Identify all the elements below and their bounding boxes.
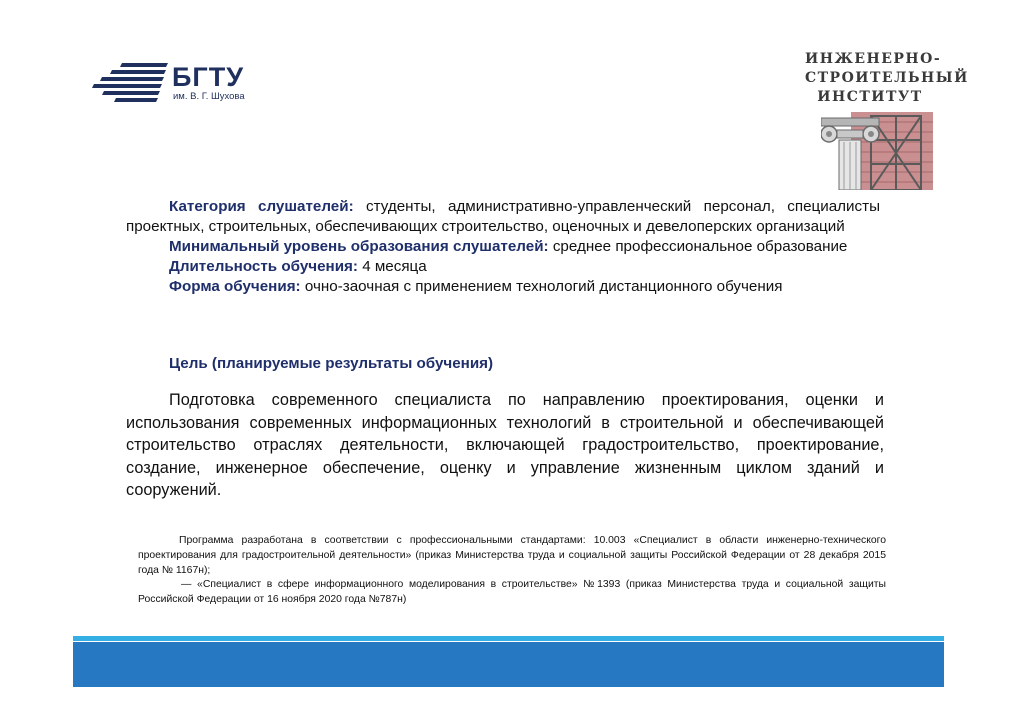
education-value: среднее профессиональное образование bbox=[548, 238, 848, 255]
footer-band bbox=[73, 642, 944, 687]
duration-paragraph bbox=[126, 257, 880, 277]
education-label: Минимальный уровень образования слушателей: bbox=[169, 238, 549, 255]
bgtu-logo bbox=[92, 60, 262, 108]
duration-label: Длительность обучения: bbox=[169, 258, 358, 275]
category-paragraph bbox=[126, 197, 880, 237]
bgtu-logo-icon bbox=[92, 60, 170, 108]
footnote bbox=[138, 534, 886, 608]
goal-title: Цель (планируемые результаты обучения) bbox=[169, 355, 494, 372]
category-label: Категория слушателей: bbox=[169, 198, 354, 215]
institute-name-line: ИНСТИТУТ bbox=[817, 89, 923, 105]
form-label: Форма обучения: bbox=[169, 278, 301, 295]
goal-text: Подготовка современного специалиста по направлению проектирования, оценки и использования современных информационных технологий в строительной и обеспечивающей строительство отраслях деятельности, включающей градостроительство, проектирование, создание, инженерное обеспечение, оценку и управление жизненным циклом зданий и сооружений. bbox=[126, 391, 884, 499]
category-value: студенты, административно-управленческий персонал, специалисты проектных, строительных, обеспечивающих строительство, оценочных и девелоперских организаций bbox=[126, 198, 880, 235]
institute-name-line: ИНЖЕНЕРНО- bbox=[805, 51, 942, 67]
footer-band-thin bbox=[73, 636, 944, 641]
ionic-column-icon bbox=[821, 112, 933, 190]
form-paragraph bbox=[126, 277, 880, 297]
listener-info bbox=[126, 197, 880, 297]
footnote-line: Программа разработана в соответствии с профессиональными стандартами: 10.003 «Специалист в области инженерно-технического проектирования для градостроительной деятельности» (приказ Министерства труда и социальной защиты Российской Федерации от 28 декабря 2015 года № 1167н); bbox=[138, 535, 886, 576]
institute-name-line: СТРОИТЕЛЬНЫЙ bbox=[805, 70, 969, 86]
institute-name bbox=[805, 50, 969, 107]
form-value: очно-заочная с применением технологий дистанционного обучения bbox=[300, 278, 783, 295]
duration-value: 4 месяца bbox=[357, 258, 427, 275]
institute-logo bbox=[805, 50, 969, 192]
bgtu-logo-title: БГТУ bbox=[172, 62, 245, 92]
footnote-line: — «Специалист в сфере информационного моделирования в строительстве» №1393 (приказ Министерства труда и социальной защиты Российской Федерации от 16 ноября 2020 года №787н) bbox=[138, 579, 886, 606]
education-paragraph bbox=[126, 237, 880, 257]
bgtu-logo-subtitle: им. В. Г. Шухова bbox=[173, 91, 245, 102]
